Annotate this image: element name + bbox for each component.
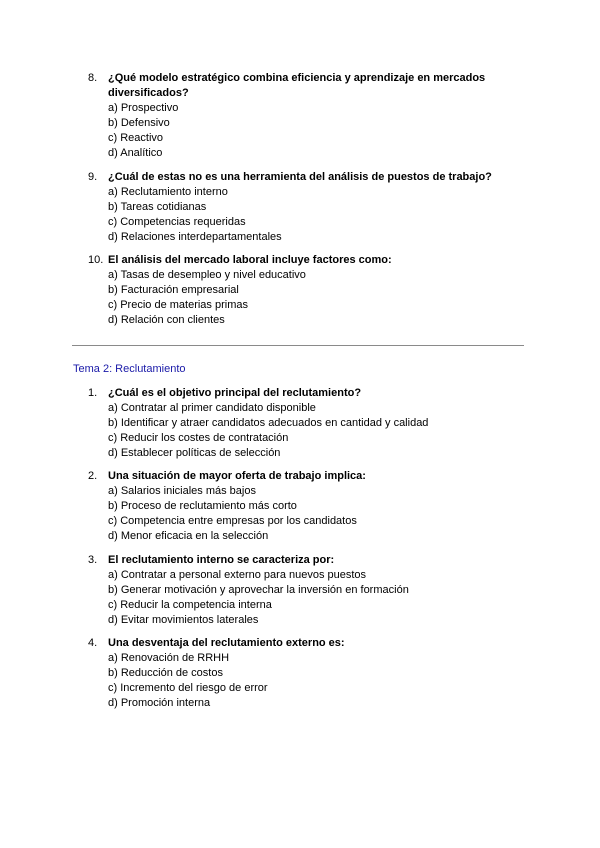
option-c: c) Incremento del riesgo de error — [108, 682, 268, 694]
option-d: d) Establecer políticas de selección — [108, 447, 281, 459]
option-d: d) Evitar movimientos laterales — [108, 614, 259, 626]
question-number: 3. — [88, 554, 98, 566]
option-c: c) Precio de materias primas — [108, 299, 248, 311]
question-1 — [88, 386, 518, 461]
option-c: c) Reducir la competencia interna — [108, 599, 272, 611]
option-a: a) Contratar al primer candidato disponible — [108, 402, 316, 414]
option-c: c) Reducir los costes de contratación — [108, 432, 289, 444]
option-b: b) Identificar y atraer candidatos adecuados en cantidad y calidad — [108, 417, 429, 429]
question-3 — [88, 553, 518, 628]
option-a: a) Salarios iniciales más bajos — [108, 485, 256, 497]
option-c: c) Competencias requeridas — [108, 216, 246, 228]
question-text: ¿Cuál es el objetivo principal del reclutamiento? — [108, 387, 362, 399]
question-text: El análisis del mercado laboral incluye factores como: — [108, 254, 392, 266]
option-a: a) Reclutamiento interno — [108, 186, 228, 198]
section-title: Tema 2: Reclutamiento — [73, 363, 186, 375]
option-c: c) Reactivo — [108, 132, 164, 144]
option-b: b) Reducción de costos — [108, 667, 223, 679]
question-3-prompt — [88, 553, 518, 568]
option-a: a) Renovación de RRHH — [108, 652, 230, 664]
question-4-prompt — [88, 636, 518, 651]
question-10-prompt — [88, 253, 518, 268]
question-9-prompt — [88, 170, 518, 185]
question-8 — [88, 71, 518, 161]
option-b: b) Tareas cotidianas — [108, 201, 207, 213]
option-b: b) Defensivo — [108, 117, 170, 129]
question-text: ¿Cuál de estas no es una herramienta del análisis de puestos de trabajo? — [108, 171, 492, 183]
question-number: 8. — [88, 72, 98, 84]
question-number: 1. — [88, 387, 98, 399]
question-4 — [88, 636, 518, 711]
question-10 — [88, 253, 518, 328]
option-a: a) Tasas de desempleo y nivel educativo — [108, 269, 306, 281]
question-8-prompt — [88, 71, 518, 101]
option-d: d) Menor eficacia en la selección — [108, 530, 269, 542]
question-text: ¿Qué modelo estratégico combina eficiencia y aprendizaje en mercados diversificados? — [108, 72, 486, 99]
question-2 — [88, 469, 518, 544]
option-b: b) Generar motivación y aprovechar la inversión en formación — [108, 584, 409, 596]
option-c: c) Competencia entre empresas por los candidatos — [108, 515, 357, 527]
option-d: d) Promoción interna — [108, 697, 211, 709]
section-divider — [72, 345, 524, 346]
question-number: 4. — [88, 637, 98, 649]
option-d: d) Analítico — [108, 147, 163, 159]
question-number: 9. — [88, 171, 98, 183]
question-number: 10. — [88, 254, 104, 266]
question-number: 2. — [88, 470, 98, 482]
option-a: a) Prospectivo — [108, 102, 179, 114]
option-a: a) Contratar a personal externo para nuevos puestos — [108, 569, 367, 581]
question-text: El reclutamiento interno se caracteriza por: — [108, 554, 335, 566]
question-text: Una desventaja del reclutamiento externo es: — [108, 637, 345, 649]
question-9 — [88, 170, 518, 245]
option-b: b) Proceso de reclutamiento más corto — [108, 500, 297, 512]
option-b: b) Facturación empresarial — [108, 284, 239, 296]
question-2-prompt — [88, 469, 518, 484]
option-d: d) Relación con clientes — [108, 314, 225, 326]
option-d: d) Relaciones interdepartamentales — [108, 231, 282, 243]
question-1-prompt — [88, 386, 518, 401]
question-text: Una situación de mayor oferta de trabajo implica: — [108, 470, 366, 482]
